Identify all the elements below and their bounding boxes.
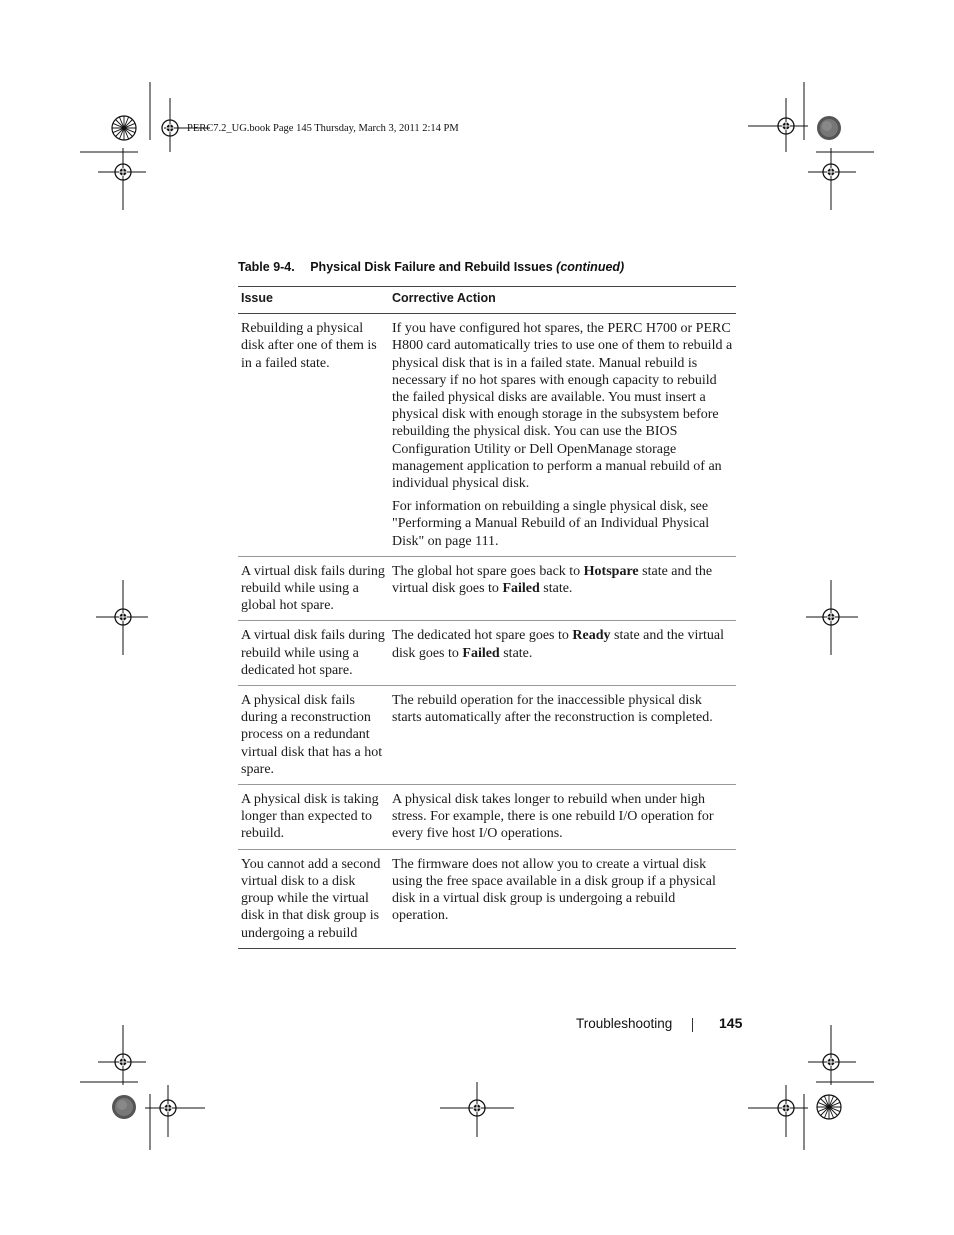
footer-section-title: Troubleshooting (576, 1016, 673, 1031)
issue-cell: A virtual disk fails during rebuild while using a dedicated hot spare. (238, 621, 389, 686)
table-row (238, 621, 736, 686)
table-row (238, 785, 736, 850)
registration-star-icon (817, 1095, 841, 1119)
state-name: Failed (502, 581, 540, 597)
issue-cell: A virtual disk fails during rebuild while using a global hot spare. (238, 556, 389, 621)
table-title: Physical Disk Failure and Rebuild Issues (310, 260, 553, 274)
print-slug: PERC7.2_UG.book Page 145 Thursday, March 3, 2011 2:14 PM (187, 123, 459, 134)
state-name: Failed (462, 645, 500, 661)
action-cell: The firmware does not allow you to create a virtual disk using the free space available in a disk group if a physical disk in a virtual disk group is undergoing a rebuild operation. (389, 849, 736, 948)
issue-cell: You cannot add a second virtual disk to a disk group while the virtual disk in that disk group is undergoing a rebuild (238, 849, 389, 948)
registration-star-icon (112, 116, 136, 140)
table-continued-label: (continued) (556, 260, 625, 274)
registration-dot-icon (112, 1095, 136, 1119)
action-text: state. (499, 645, 533, 661)
table-caption (238, 260, 624, 274)
issue-cell: A physical disk fails during a reconstruction process on a redundant virtual disk that has a hot spare. (238, 686, 389, 785)
table-header-row (238, 287, 736, 314)
issue-cell: Rebuilding a physical disk after one of them is in a failed state. (238, 314, 389, 557)
issue-cell: A physical disk is taking longer than expected to rebuild. (238, 785, 389, 850)
action-text: The global hot spare goes back to (392, 563, 584, 579)
table-number: Table 9-4. (238, 260, 295, 274)
column-header-corrective-action: Corrective Action (389, 287, 736, 314)
table-row (238, 849, 736, 948)
action-cell (389, 556, 736, 621)
action-cell (389, 314, 736, 557)
action-text: state and the virtual disk goes to (392, 628, 725, 661)
table-row (238, 314, 736, 557)
state-name: Ready (572, 628, 611, 644)
action-cell: A physical disk takes longer to rebuild when under high stress. For example, there is one rebuild I/O operation for every five host I/O operations. (389, 785, 736, 850)
action-paragraph: For information on rebuilding a single physical disk, see "Performing a Manual Rebuild of an Individual Physical Disk" on page 111. (392, 499, 710, 549)
issues-table (238, 286, 736, 949)
action-text: The dedicated hot spare goes to (392, 628, 573, 644)
table-row (238, 686, 736, 785)
table-row (238, 556, 736, 621)
action-text: state. (539, 581, 573, 597)
action-text: state and the virtual disk goes to (392, 563, 713, 597)
column-header-issue: Issue (238, 287, 389, 314)
action-cell: The rebuild operation for the inaccessible physical disk starts automatically after the reconstruction is completed. (389, 686, 736, 785)
page-number: 145 (719, 1015, 743, 1031)
state-name: Hotspare (583, 563, 639, 579)
footer-divider (692, 1018, 693, 1032)
registration-dot-icon (817, 116, 841, 140)
action-paragraph: If you have configured hot spares, the PERC H700 or PERC H800 card automatically tries to use one of them to rebuild a physical disk that is in a failed state. Manual rebuild is necessary if no hot spares with enough capacity to rebuild the failed physical disks are available. You must insert a physical disk with enough storage in the subsystem before rebuilding the physical disk. You can use the BIOS Configuration Utility or Dell OpenManage storage management application to perform a manual rebuild of an individual physical disk. (392, 321, 733, 492)
action-cell (389, 621, 736, 686)
